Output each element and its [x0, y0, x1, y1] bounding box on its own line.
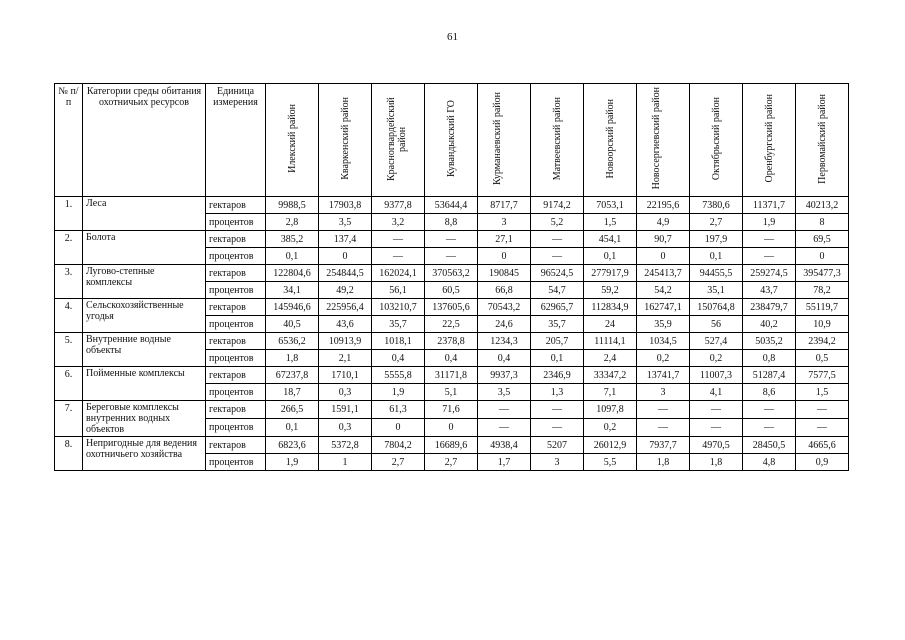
value-cell: 0,2	[690, 350, 743, 367]
unit-hectares: гектаров	[206, 231, 266, 248]
value-cell: 0,2	[584, 419, 637, 437]
unit-percent: процентов	[206, 350, 266, 367]
row-category: Леса	[83, 197, 206, 231]
row-index: 6.	[55, 367, 83, 401]
value-cell: 454,1	[584, 231, 637, 248]
value-cell: 60,5	[425, 282, 478, 299]
value-cell: 254844,5	[319, 265, 372, 282]
value-cell: —	[690, 401, 743, 419]
value-cell: 66,8	[478, 282, 531, 299]
value-cell: —	[637, 419, 690, 437]
value-cell: 22195,6	[637, 197, 690, 214]
value-cell: 9937,3	[478, 367, 531, 384]
value-cell: 24	[584, 316, 637, 333]
value-cell: 26012,9	[584, 437, 637, 454]
district-name: Кувандыкский ГО	[445, 100, 457, 177]
value-cell: 1234,3	[478, 333, 531, 350]
value-cell: 150764,8	[690, 299, 743, 316]
value-cell: 78,2	[796, 282, 849, 299]
value-cell: 4,9	[637, 214, 690, 231]
value-cell: 9174,2	[531, 197, 584, 214]
value-cell: 4665,6	[796, 437, 849, 454]
value-cell: 90,7	[637, 231, 690, 248]
value-cell: 0,4	[425, 350, 478, 367]
value-cell: —	[372, 231, 425, 248]
value-cell: 5,1	[425, 384, 478, 401]
value-cell: 62965,7	[531, 299, 584, 316]
row-category: Непригодные для ведения охотничьего хозяйства	[83, 437, 206, 471]
value-cell: 1710,1	[319, 367, 372, 384]
value-cell: 6536,2	[266, 333, 319, 350]
value-cell: 0,8	[743, 350, 796, 367]
value-cell: 2,7	[425, 454, 478, 471]
unit-hectares: гектаров	[206, 265, 266, 282]
row-index: 7.	[55, 401, 83, 437]
table-row-hectares	[55, 367, 849, 384]
row-index: 4.	[55, 299, 83, 333]
row-category: Пойменные комплексы	[83, 367, 206, 401]
value-cell: 24,6	[478, 316, 531, 333]
value-cell: 3	[478, 214, 531, 231]
value-cell: 4,8	[743, 454, 796, 471]
value-cell: 28450,5	[743, 437, 796, 454]
header-district	[584, 84, 637, 197]
value-cell: 10,9	[796, 316, 849, 333]
unit-hectares: гектаров	[206, 333, 266, 350]
value-cell: 0,1	[531, 350, 584, 367]
unit-hectares: гектаров	[206, 299, 266, 316]
header-category-text: Категории среды обитания охотничьих ресурсов	[86, 86, 202, 108]
value-cell: 137605,6	[425, 299, 478, 316]
value-cell: 35,9	[637, 316, 690, 333]
value-cell: 1	[319, 454, 372, 471]
value-cell: 8	[796, 214, 849, 231]
value-cell: 5,2	[531, 214, 584, 231]
value-cell: 56,1	[372, 282, 425, 299]
value-cell: 1,9	[266, 454, 319, 471]
value-cell: —	[743, 248, 796, 265]
value-cell: 0,1	[266, 419, 319, 437]
unit-hectares: гектаров	[206, 437, 266, 454]
row-index: 8.	[55, 437, 83, 471]
unit-percent: процентов	[206, 384, 266, 401]
value-cell: 4,1	[690, 384, 743, 401]
value-cell: 8717,7	[478, 197, 531, 214]
value-cell: 1,5	[796, 384, 849, 401]
value-cell: 162024,1	[372, 265, 425, 282]
value-cell: 3,2	[372, 214, 425, 231]
value-cell: 5,5	[584, 454, 637, 471]
value-cell: —	[690, 419, 743, 437]
value-cell: 0	[796, 248, 849, 265]
value-cell: 6823,6	[266, 437, 319, 454]
value-cell: 0	[478, 248, 531, 265]
value-cell: —	[637, 401, 690, 419]
value-cell: —	[743, 419, 796, 437]
header-district	[531, 84, 584, 197]
district-name: Кваркенский район	[339, 97, 351, 180]
table-row-hectares	[55, 265, 849, 282]
value-cell: 2394,2	[796, 333, 849, 350]
value-cell: 5555,8	[372, 367, 425, 384]
header-district	[372, 84, 425, 197]
value-cell: 61,3	[372, 401, 425, 419]
row-index: 5.	[55, 333, 83, 367]
unit-hectares: гектаров	[206, 197, 266, 214]
value-cell: 0	[637, 248, 690, 265]
value-cell: 1,5	[584, 214, 637, 231]
value-cell: 22,5	[425, 316, 478, 333]
table-row-hectares	[55, 197, 849, 214]
value-cell: 18,7	[266, 384, 319, 401]
value-cell: 2378,8	[425, 333, 478, 350]
header-district	[319, 84, 372, 197]
value-cell: 395477,3	[796, 265, 849, 282]
value-cell: 54,7	[531, 282, 584, 299]
value-cell: 11371,7	[743, 197, 796, 214]
value-cell: 2,7	[372, 454, 425, 471]
value-cell: 49,2	[319, 282, 372, 299]
value-cell: 0,1	[584, 248, 637, 265]
header-row	[55, 84, 849, 197]
header-index	[55, 84, 83, 197]
header-district	[690, 84, 743, 197]
value-cell: 40,2	[743, 316, 796, 333]
header-district	[425, 84, 478, 197]
value-cell: 55119,7	[796, 299, 849, 316]
value-cell: 35,1	[690, 282, 743, 299]
value-cell: 1097,8	[584, 401, 637, 419]
value-cell: —	[531, 401, 584, 419]
value-cell: 3	[637, 384, 690, 401]
value-cell: 0,3	[319, 419, 372, 437]
value-cell: 385,2	[266, 231, 319, 248]
value-cell: 266,5	[266, 401, 319, 419]
value-cell: 43,6	[319, 316, 372, 333]
district-name: Красногвардейский район	[386, 96, 408, 181]
value-cell: 162747,1	[637, 299, 690, 316]
value-cell: 3	[531, 454, 584, 471]
value-cell: 0,1	[690, 248, 743, 265]
value-cell: 56	[690, 316, 743, 333]
value-cell: 1,9	[372, 384, 425, 401]
value-cell: 197,9	[690, 231, 743, 248]
district-name: Курманаевский район	[492, 92, 503, 185]
value-cell: 225956,4	[319, 299, 372, 316]
value-cell: 69,5	[796, 231, 849, 248]
value-cell: 9377,8	[372, 197, 425, 214]
value-cell: 259274,5	[743, 265, 796, 282]
value-cell: 51287,4	[743, 367, 796, 384]
row-index: 2.	[55, 231, 83, 265]
header-index-text: № п/п	[58, 86, 79, 108]
unit-hectares: гектаров	[206, 401, 266, 419]
value-cell: 54,2	[637, 282, 690, 299]
value-cell: 1591,1	[319, 401, 372, 419]
value-cell: 0,1	[266, 248, 319, 265]
value-cell: 137,4	[319, 231, 372, 248]
value-cell: 0,5	[796, 350, 849, 367]
value-cell: 13741,7	[637, 367, 690, 384]
value-cell: 71,6	[425, 401, 478, 419]
page-number: 61	[447, 31, 458, 43]
value-cell: 16689,6	[425, 437, 478, 454]
row-category: Внутренние водные объекты	[83, 333, 206, 367]
value-cell: 2,1	[319, 350, 372, 367]
value-cell: 112834,9	[584, 299, 637, 316]
unit-percent: процентов	[206, 282, 266, 299]
row-category: Сельскохозяйственные угодья	[83, 299, 206, 333]
value-cell: 1,8	[637, 454, 690, 471]
value-cell: 8,8	[425, 214, 478, 231]
value-cell: 67237,8	[266, 367, 319, 384]
value-cell: 17903,8	[319, 197, 372, 214]
value-cell: 1,8	[690, 454, 743, 471]
unit-hectares: гектаров	[206, 367, 266, 384]
value-cell: 277917,9	[584, 265, 637, 282]
value-cell: 122804,6	[266, 265, 319, 282]
header-district	[637, 84, 690, 197]
value-cell: 9988,5	[266, 197, 319, 214]
district-name: Илекский район	[286, 104, 298, 173]
value-cell: —	[796, 419, 849, 437]
row-index: 1.	[55, 197, 83, 231]
value-cell: 34,1	[266, 282, 319, 299]
header-district	[743, 84, 796, 197]
table-body	[55, 197, 849, 471]
value-cell: —	[425, 231, 478, 248]
value-cell: 5035,2	[743, 333, 796, 350]
value-cell: 33347,2	[584, 367, 637, 384]
district-name: Первомайский район	[816, 93, 828, 184]
value-cell: 1,8	[266, 350, 319, 367]
value-cell: 7053,1	[584, 197, 637, 214]
unit-percent: процентов	[206, 316, 266, 333]
header-district	[266, 84, 319, 197]
table-row-hectares	[55, 231, 849, 248]
row-category: Болота	[83, 231, 206, 265]
table-row-hectares	[55, 401, 849, 419]
value-cell: 7,1	[584, 384, 637, 401]
value-cell: 7380,6	[690, 197, 743, 214]
table-row-hectares	[55, 437, 849, 454]
value-cell: 2,7	[690, 214, 743, 231]
value-cell: 370563,2	[425, 265, 478, 282]
value-cell: —	[531, 231, 584, 248]
header-category	[83, 84, 206, 197]
value-cell: 7804,2	[372, 437, 425, 454]
header-unit	[206, 84, 266, 197]
value-cell: 11007,3	[690, 367, 743, 384]
value-cell: 35,7	[531, 316, 584, 333]
value-cell: 10913,9	[319, 333, 372, 350]
value-cell: 43,7	[743, 282, 796, 299]
value-cell: 7937,7	[637, 437, 690, 454]
value-cell: 53644,4	[425, 197, 478, 214]
value-cell: 59,2	[584, 282, 637, 299]
district-name: Матвеевский район	[551, 96, 563, 181]
unit-percent: процентов	[206, 419, 266, 437]
value-cell: 205,7	[531, 333, 584, 350]
unit-percent: процентов	[206, 214, 266, 231]
table-row-hectares	[55, 299, 849, 316]
value-cell: 40,5	[266, 316, 319, 333]
value-cell: —	[372, 248, 425, 265]
value-cell: —	[425, 248, 478, 265]
value-cell: 238479,7	[743, 299, 796, 316]
unit-percent: процентов	[206, 454, 266, 471]
unit-percent: процентов	[206, 248, 266, 265]
value-cell: —	[531, 419, 584, 437]
district-name: Октябрьский район	[710, 96, 722, 181]
district-name: Оренбургский район	[763, 94, 775, 183]
header-unit-text: Единица измерения	[213, 86, 258, 108]
value-cell: 0,9	[796, 454, 849, 471]
value-cell: 2346,9	[531, 367, 584, 384]
value-cell: 4970,5	[690, 437, 743, 454]
row-category: Береговые комплексы внутренних водных объектов	[83, 401, 206, 437]
district-name: Новоорский район	[604, 98, 616, 179]
value-cell: —	[478, 419, 531, 437]
value-cell: 1,7	[478, 454, 531, 471]
value-cell: 103210,7	[372, 299, 425, 316]
value-cell: 0,2	[637, 350, 690, 367]
value-cell: —	[531, 248, 584, 265]
value-cell: 31171,8	[425, 367, 478, 384]
value-cell: 0	[319, 248, 372, 265]
value-cell: 527,4	[690, 333, 743, 350]
value-cell: 4938,4	[478, 437, 531, 454]
value-cell: 2,8	[266, 214, 319, 231]
value-cell: 3,5	[478, 384, 531, 401]
value-cell: 40213,2	[796, 197, 849, 214]
value-cell: 245413,7	[637, 265, 690, 282]
value-cell: 0,4	[478, 350, 531, 367]
header-district	[478, 84, 531, 197]
value-cell: 5372,8	[319, 437, 372, 454]
value-cell: 1034,5	[637, 333, 690, 350]
table-row-hectares	[55, 333, 849, 350]
value-cell: 0,4	[372, 350, 425, 367]
value-cell: 3,5	[319, 214, 372, 231]
value-cell: 70543,2	[478, 299, 531, 316]
value-cell: 11114,1	[584, 333, 637, 350]
value-cell: —	[478, 401, 531, 419]
value-cell: 5207	[531, 437, 584, 454]
value-cell: 145946,6	[266, 299, 319, 316]
district-name: Новосергиевский район	[651, 87, 662, 190]
value-cell: 35,7	[372, 316, 425, 333]
value-cell: 1,9	[743, 214, 796, 231]
row-category: Лугово-степные комплексы	[83, 265, 206, 299]
value-cell: 1018,1	[372, 333, 425, 350]
value-cell: —	[743, 401, 796, 419]
value-cell: 190845	[478, 265, 531, 282]
value-cell: 0	[425, 419, 478, 437]
value-cell: 96524,5	[531, 265, 584, 282]
value-cell: 8,6	[743, 384, 796, 401]
header-district	[796, 84, 849, 197]
value-cell: 7577,5	[796, 367, 849, 384]
value-cell: —	[796, 401, 849, 419]
value-cell: 2,4	[584, 350, 637, 367]
habitat-categories-table	[54, 83, 849, 471]
value-cell: 94455,5	[690, 265, 743, 282]
value-cell: 1,3	[531, 384, 584, 401]
value-cell: 0	[372, 419, 425, 437]
value-cell: 0,3	[319, 384, 372, 401]
value-cell: 27,1	[478, 231, 531, 248]
value-cell: —	[743, 231, 796, 248]
row-index: 3.	[55, 265, 83, 299]
